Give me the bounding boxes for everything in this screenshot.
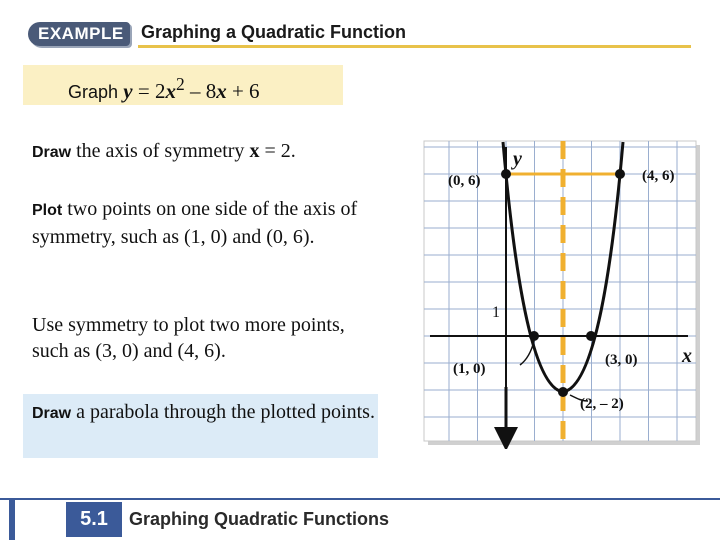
example-badge [28, 22, 130, 46]
parabola-graph [420, 137, 704, 449]
tick-label-1: 1 [492, 304, 500, 321]
footer-rule [0, 498, 720, 500]
point-vertex [558, 387, 568, 397]
problem-equation [68, 74, 260, 104]
problem-lead: Graph [68, 82, 119, 102]
section-title: Graphing Quadratic Functions [129, 509, 390, 529]
eq-var-y: y [123, 79, 133, 103]
label-3-0: (3, 0) [605, 352, 638, 368]
step4-keyword: Draw [32, 405, 72, 422]
y-axis-label: y [513, 148, 522, 170]
step1-tail: = 2. [259, 140, 296, 162]
problem-box [23, 65, 343, 105]
step2-keyword: Plot [32, 202, 63, 219]
eq-var-x1: x [165, 79, 176, 103]
step-draw-parabola [23, 394, 378, 458]
step4-content [32, 399, 375, 427]
label-0-6: (0, 6) [448, 173, 481, 189]
step-plot-points [32, 196, 362, 250]
slide-title: Graphing a Quadratic Function [141, 22, 407, 42]
point-3-0 [586, 331, 596, 341]
point-1-0 [529, 331, 539, 341]
eq-var-x2: x [216, 79, 227, 103]
step-use-symmetry [32, 312, 362, 364]
step4-text: a parabola through the plotted points. [71, 401, 375, 423]
step1-keyword: Draw [32, 144, 72, 161]
title-underline [138, 45, 691, 48]
section-number-badge: 5.1 [66, 502, 122, 537]
eq-part1: = 2 [132, 79, 166, 103]
eq-exponent: 2 [175, 74, 185, 94]
point-4-6 [615, 169, 625, 179]
step3-text: Use symmetry to plot two more points, such as (3, 0) and (4, 6). [32, 314, 345, 362]
step1-text: the axis of symmetry [71, 140, 250, 162]
eq-part2: – 8 [184, 79, 217, 103]
example-badge-label: EXAMPLE [38, 24, 124, 43]
point-0-6 [501, 169, 511, 179]
label-4-6: (4, 6) [642, 168, 675, 184]
x-axis-label: x [682, 345, 692, 367]
label-vertex: (2, – 2) [580, 396, 624, 412]
step2-text: two points on one side of the axis of symmetry, such as (1, 0) and (0, 6). [32, 198, 358, 248]
footer-marker-icon [9, 500, 15, 540]
step1-var: x [249, 140, 260, 162]
step-axis-of-symmetry [32, 138, 296, 166]
eq-part3: + 6 [226, 79, 260, 103]
label-1-0: (1, 0) [453, 361, 486, 377]
